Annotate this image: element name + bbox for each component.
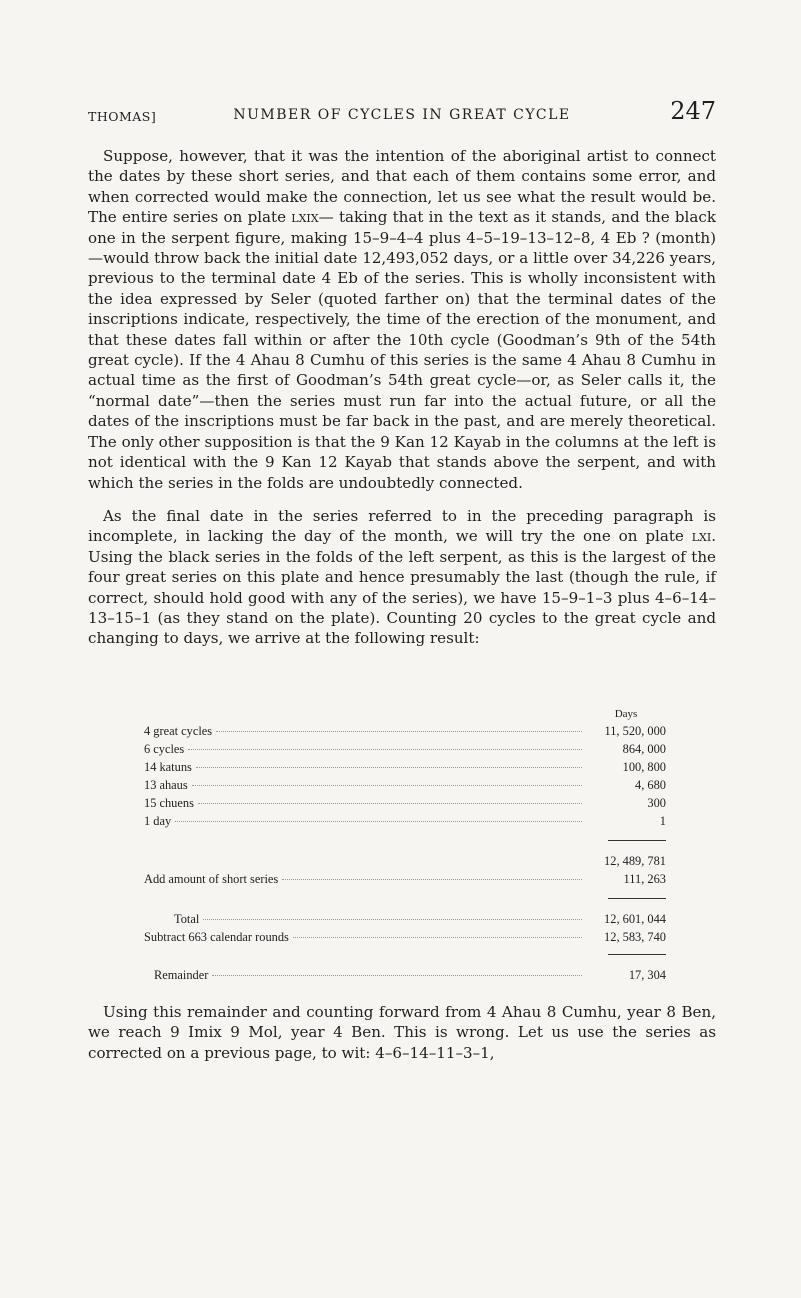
row-label: Total [174, 912, 200, 926]
row-value: 100, 800 [622, 760, 666, 774]
plate-reference-lxi: lxi [691, 527, 712, 546]
total-row [144, 912, 666, 928]
page-number: 247 [670, 97, 716, 125]
paragraph-1-text-a: Suppose, however, that it was the intention of the aboriginal artist to connect the dates by these short series, and that each of them contains some error, and when corrected would make the connection, let us see what the result would be. The entire series on plate [88, 147, 716, 227]
leader-dots [192, 785, 582, 786]
leader-dots [282, 879, 582, 880]
row-value: 4, 680 [635, 778, 666, 792]
table-row [144, 778, 666, 794]
row-value: 12, 601, 044 [604, 912, 666, 926]
running-header [88, 97, 716, 133]
row-value: 864, 000 [622, 742, 666, 756]
leader-dots [188, 749, 582, 750]
table-row [144, 760, 666, 776]
subtotal-row [144, 854, 666, 870]
row-value: 1 [659, 814, 666, 828]
table-row [144, 796, 666, 812]
leader-dots [175, 821, 582, 822]
row-value: 111, 263 [623, 872, 666, 886]
paragraph-2-text-b: . Using the black series in the folds of the left serpent, as this is the largest of the four great series on this plate and hence presumably the last (though the rule, if correct, should hold good with any of the series), we have 15–9–1–3 plus 4–6–14–13–15–1 (as they stand on the plate). Counting 20 cycles to the great cycle and changing to days, we arrive at the following result: [88, 527, 716, 648]
row-label: 4 great cycles [144, 724, 213, 738]
row-label: 14 katuns [144, 760, 192, 774]
remainder-row [144, 968, 666, 984]
paragraph-2-text-a: As the final date in the series referred to in the preceding paragraph is incomplete, in lacking the day of the month, we will try the one on plate [88, 507, 716, 546]
row-value: 300 [647, 796, 666, 810]
table-row [144, 724, 666, 740]
sum-rule [608, 954, 666, 955]
header-author: THOMAS] [88, 109, 157, 124]
leader-dots [293, 937, 582, 938]
sum-rule [608, 840, 666, 841]
sum-rule [608, 898, 666, 899]
row-label: Subtract 663 calendar rounds [144, 930, 289, 944]
leader-dots [203, 919, 582, 920]
row-label: Add amount of short series [144, 872, 279, 886]
header-title: NUMBER OF CYCLES IN GREAT CYCLE [233, 107, 571, 123]
plate-reference-lxix: lxix [291, 208, 319, 227]
subtotal-value: 12, 489, 781 [604, 854, 666, 868]
short-series-row [144, 872, 666, 888]
row-label: Remainder [154, 968, 209, 982]
paragraph-1 [88, 146, 716, 493]
row-value: 17, 304 [628, 968, 666, 982]
table-row [144, 814, 666, 830]
row-value: 12, 583, 740 [604, 930, 666, 944]
row-value: 11, 520, 000 [604, 724, 666, 738]
row-label: 13 ahaus [144, 778, 188, 792]
paragraph-1-text-b: — taking that in the text as it stands, and the black one in the serpent figure, making 15–9–4–4 plus 4–5–19–13–12–8, 4 Eb ? (month)—would throw back the initial date 12,493,052 days, or a little over 34,226 years, previous to the terminal date 4 Eb of the series. This is wholly inconsistent with the idea expressed by Seler (quoted farther on) that the terminal dates of the inscriptions indicate, respectively, the time of the erection of the monument, and that these dates fall within or after the 10th cycle (Goodman’s 9th of the 54th great cycle). If the 4 Ahau 8 Cumhu of this series is the same 4 Ahau 8 Cumhu in actual time as the first of Goodman’s 54th great cycle—or, as Seler calls it, the “normal date”—then the series must run far into the actual future, or all the dates of the inscriptions must be far back in the past, and are merely theoretical. The only other supposition is that the 9 Kan 12 Kayab in the columns at the left is not identical with the 9 Kan 12 Kayab that stands above the serpent, and with which the series in the folds are undoubtedly connected. [88, 208, 716, 492]
row-label: 1 day [144, 814, 172, 828]
paragraph-2 [88, 506, 716, 649]
leader-dots [216, 731, 582, 732]
subtract-row [144, 930, 666, 946]
paragraph-3: Using this remainder and counting forward from 4 Ahau 8 Cumhu, year 8 Ben, we reach 9 Imix 9 Mol, year 4 Ben. This is wrong. Let us use the series as corrected on a previous page, to wit: 4–6–14–11–3–1, [88, 1003, 716, 1062]
leader-dots [212, 975, 582, 976]
leader-dots [196, 767, 582, 768]
row-label: 6 cycles [144, 742, 185, 756]
days-column-header: Days [614, 708, 638, 720]
row-label: 15 chuens [144, 796, 194, 810]
table-row [144, 742, 666, 758]
leader-dots [198, 803, 582, 804]
